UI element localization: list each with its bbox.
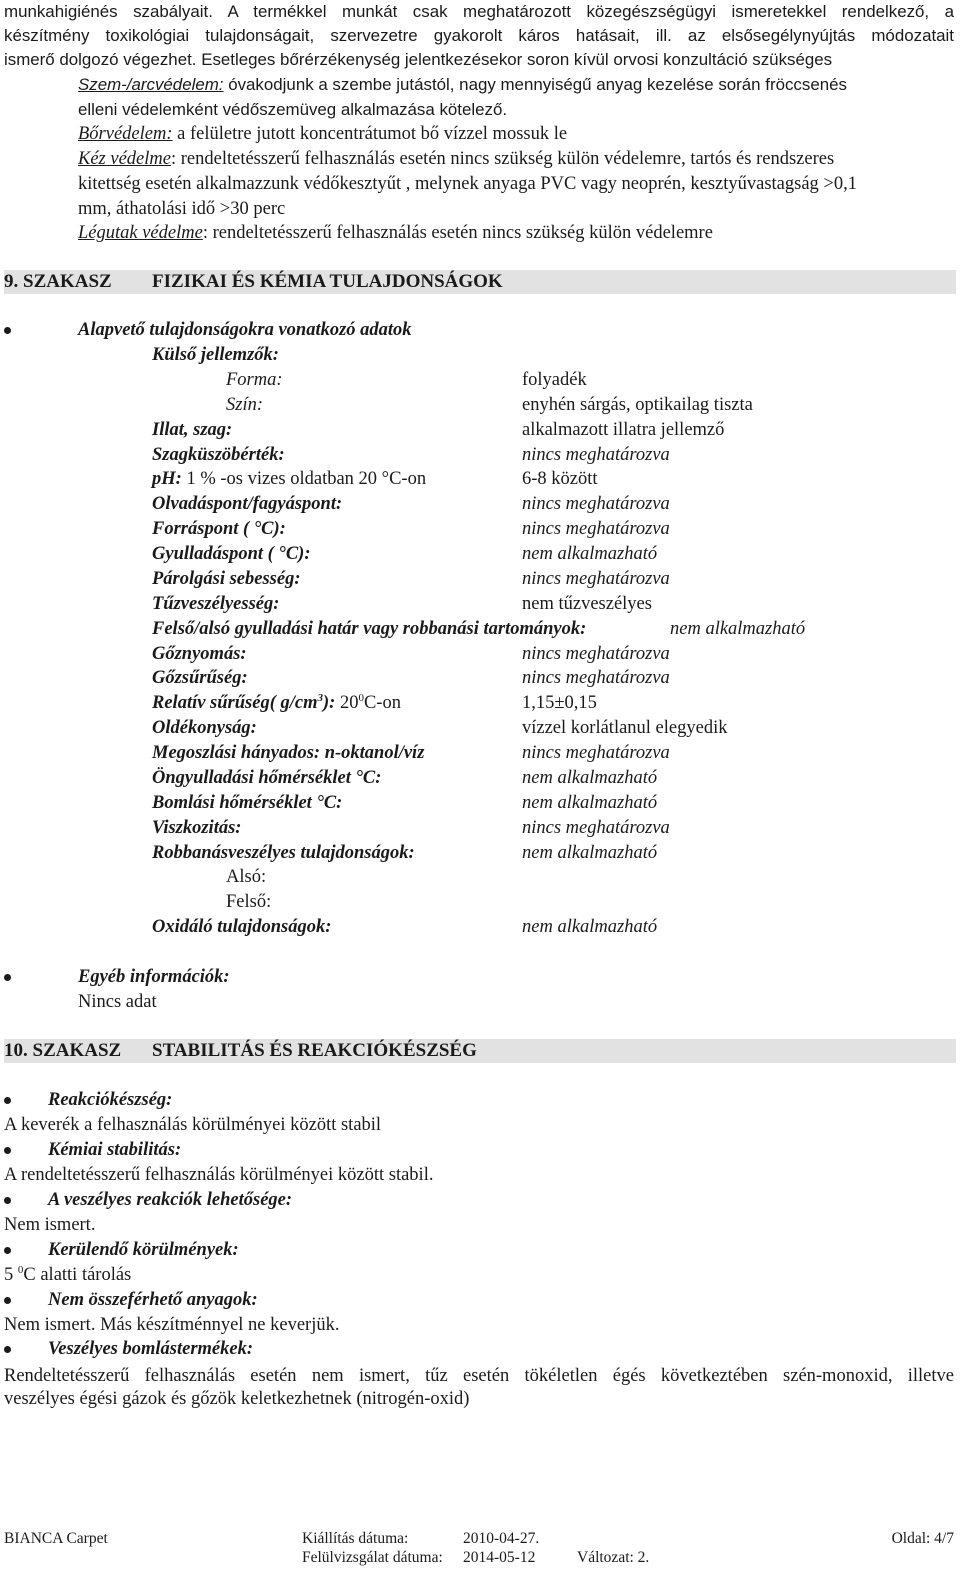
external-features-heading: Külső jellemzők: <box>152 345 279 365</box>
incompatible-materials-text: Nem ismert. Más készítménnyel ne keverjük. <box>4 1315 340 1335</box>
section-10-number: 10. SZAKASZ <box>4 1040 122 1061</box>
hand-protection-line-3: mm, áthatolási idő >30 perc <box>78 199 286 219</box>
evaporation-rate-value: nincs meghatározva <box>522 569 670 589</box>
footer-company: BIANCA Carpet <box>4 1530 108 1547</box>
hand-protection-text: : rendeltetésszerű felhasználás esetén nincs szükség külön védelemre, tartós és rendszeres <box>170 149 835 169</box>
viscosity-label: Viszkozitás: <box>152 818 242 838</box>
decomposition-products-label: Veszélyes bomlástermékek: <box>48 1339 253 1359</box>
form-label: Forma: <box>226 370 283 390</box>
paragraph-line: készítmény toxikológiai tulajdonságait, szervezetre gyakorolt káros hatásait, ill. az elsősegélynyújtás módozatait <box>4 26 954 45</box>
boiling-point-label: Forráspont ( °C): <box>152 519 286 539</box>
footer-review-label: Felülvizsgálat dátuma: <box>302 1549 443 1566</box>
flash-point-value: nem alkalmazható <box>522 544 658 564</box>
boiling-point-value: nincs meghatározva <box>522 519 670 539</box>
section-9-title: FIZIKAI ÉS KÉMIA TULAJDONSÁGOK <box>152 271 503 292</box>
relative-density-value: 1,15±0,15 <box>522 693 597 713</box>
paragraph-text: ismerő dolgozó végezhet. <box>4 50 197 69</box>
explosive-properties-value: nem alkalmazható <box>522 843 658 863</box>
decomposition-products-text: Rendeltetésszerű felhasználás esetén nem ismert, tűz esetén tökéletlen égés következtében szén-monoxid, illetve <box>4 1366 954 1386</box>
oxidizing-properties-value: nem alkalmazható <box>522 917 658 937</box>
explosion-limits-label: Felső/alsó gyulladási határ vagy robbanási tartományok: <box>152 619 587 639</box>
viscosity-value: nincs meghatározva <box>522 818 670 838</box>
form-value: folyadék <box>522 370 587 390</box>
decomposition-products-text-2: veszélyes égési gázok és gőzök keletkezhetnek (nitrogén-oxid) <box>4 1389 470 1409</box>
lower-limit-label: Alsó: <box>226 867 267 887</box>
ph-line <box>152 469 426 490</box>
basic-properties-heading: Alapvető tulajdonságokra vonatkozó adatok <box>78 320 412 340</box>
reactivity-label: Reakciókészség: <box>48 1090 173 1110</box>
paragraph-line <box>4 48 832 73</box>
respiratory-protection-line <box>78 221 713 246</box>
evaporation-rate-label: Párolgási sebesség: <box>152 569 301 589</box>
footer-issue-label: Kiállítás dátuma: <box>302 1530 409 1547</box>
odor-threshold-value: nincs meghatározva <box>522 445 670 465</box>
other-info-heading: Egyéb információk: <box>78 967 230 987</box>
explosive-properties-label: Robbanásveszélyes tulajdonságok: <box>152 843 415 863</box>
hazardous-reactions-label: A veszélyes reakciók lehetősége: <box>48 1190 293 1210</box>
eye-protection-line <box>78 73 847 98</box>
partition-coefficient-value: nincs meghatározva <box>522 743 670 763</box>
skin-sensitivity-note: Esetleges bőrérzékenység jelentkezésekor soron kívül orvosi konzultáció szükséges <box>201 50 833 69</box>
vapor-pressure-value: nincs meghatározva <box>522 644 670 664</box>
bullet-icon <box>4 1247 11 1254</box>
odor-threshold-label: Szagküszöbérték: <box>152 445 285 465</box>
ph-value: 6-8 között <box>522 469 598 489</box>
bullet-icon <box>4 1346 11 1353</box>
respiratory-protection-text: : rendeltetésszerű felhasználás esetén nincs szükség külön védelemre <box>202 223 713 243</box>
bullet-icon <box>4 327 11 334</box>
melting-point-value: nincs meghatározva <box>522 494 670 514</box>
melting-point-label: Olvadáspont/fagyáspont: <box>152 494 343 514</box>
bullet-icon <box>4 1097 11 1104</box>
color-label: Szín: <box>226 395 263 415</box>
conditions-to-avoid-text: 5 $^0$C alatti tárolás <box>4 1264 132 1285</box>
section-9-header <box>4 270 956 294</box>
odor-label: Illat, szag: <box>152 420 233 440</box>
relative-density-label: Relatív sűrűség( $g/cm^3$): <box>152 692 336 713</box>
eye-protection-label: Szem-/arcvédelem: <box>78 75 224 94</box>
oxidizing-properties-label: Oxidáló tulajdonságok: <box>152 917 332 937</box>
skin-protection-line <box>78 122 567 147</box>
conditions-to-avoid-label: Kerülendő körülmények: <box>48 1240 239 1260</box>
decomposition-temp-label: Bomlási hőmérséklet °C: <box>152 793 343 813</box>
bullet-icon <box>4 974 11 981</box>
explosion-limits-value: nem alkalmazható <box>670 619 806 639</box>
ph-label: pH: <box>152 469 182 489</box>
hazardous-reactions-text: Nem ismert. <box>4 1215 96 1235</box>
flash-point-label: Gyulladáspont ( °C): <box>152 544 311 564</box>
vapor-pressure-label: Gőznyomás: <box>152 644 247 664</box>
partition-coefficient-label: Megoszlási hányados: n-oktanol/víz <box>152 743 425 763</box>
section-10-title: STABILITÁS ÉS REAKCIÓKÉSZSÉG <box>152 1040 477 1061</box>
solubility-label: Oldékonyság: <box>152 718 257 738</box>
flammability-value: nem tűzveszélyes <box>522 594 652 614</box>
reactivity-text: A keverék a felhasználás körülményei között stabil <box>4 1115 382 1135</box>
decomposition-temp-value: nem alkalmazható <box>522 793 658 813</box>
other-info-text: Nincs adat <box>78 992 157 1012</box>
footer-page-number: Oldal: 4/7 <box>891 1530 954 1547</box>
vapor-density-value: nincs meghatározva <box>522 668 670 688</box>
ph-condition: 1 % -os vizes oldatban 20 °C-on <box>186 469 427 489</box>
chemical-stability-label: Kémiai stabilitás: <box>48 1140 182 1160</box>
bullet-icon <box>4 1147 11 1154</box>
section-9-number: 9. SZAKASZ <box>4 271 112 292</box>
hand-protection-line <box>78 147 834 172</box>
relative-density-condition: $20^0C-on$ <box>335 692 401 713</box>
footer-version: Változat: 2. <box>577 1549 650 1566</box>
hand-protection-label: Kéz védelme <box>78 149 171 169</box>
paragraph-line: munkahigiénés szabályait. A termékkel munkát csak meghatározott közegészségügyi ismeretekkel rendelkező, a <box>4 2 954 21</box>
footer-review-date: 2014-05-12 <box>463 1549 536 1566</box>
color-value: enyhén sárgás, optikailag tiszta <box>522 395 753 415</box>
eye-protection-text: óvakodjunk a szembe jutástól, nagy mennyiségű anyag kezelése során fröccsenés <box>228 75 847 94</box>
solubility-value: vízzel korlátlanul elegyedik <box>522 718 728 738</box>
flammability-label: Tűzveszélyesség: <box>152 594 280 614</box>
relative-density-line <box>152 693 401 714</box>
odor-value: alkalmazott illatra jellemző <box>522 420 725 440</box>
vapor-density-label: Gőzsűrűség: <box>152 668 248 688</box>
footer-issue-date: 2010-04-27. <box>463 1530 540 1547</box>
bullet-icon <box>4 1297 11 1304</box>
autoignition-temp-label: Öngyulladási hőmérséklet °C: <box>152 768 382 788</box>
skin-protection-text: a felületre jutott koncentrátumot bő vízzel mossuk le <box>177 124 568 144</box>
autoignition-temp-value: nem alkalmazható <box>522 768 658 788</box>
hand-protection-line-2: kitettség esetén alkalmazzunk védőkesztyűt , melynek anyaga PVC vagy neoprén, kesztyűvastagság >0,1 <box>78 174 857 194</box>
upper-limit-label: Felső: <box>226 892 272 912</box>
incompatible-materials-label: Nem összeférhető anyagok: <box>48 1290 258 1310</box>
chemical-stability-text: A rendeltetésszerű felhasználás körülményei között stabil. <box>4 1165 434 1185</box>
eye-protection-line-2: elleni védelemként védőszemüveg alkalmazása kötelező. <box>78 100 508 119</box>
skin-protection-label: Bőrvédelem: <box>78 124 173 144</box>
respiratory-protection-label: Légutak védelme <box>78 223 203 243</box>
section-10-header <box>4 1039 956 1063</box>
bullet-icon <box>4 1197 11 1204</box>
